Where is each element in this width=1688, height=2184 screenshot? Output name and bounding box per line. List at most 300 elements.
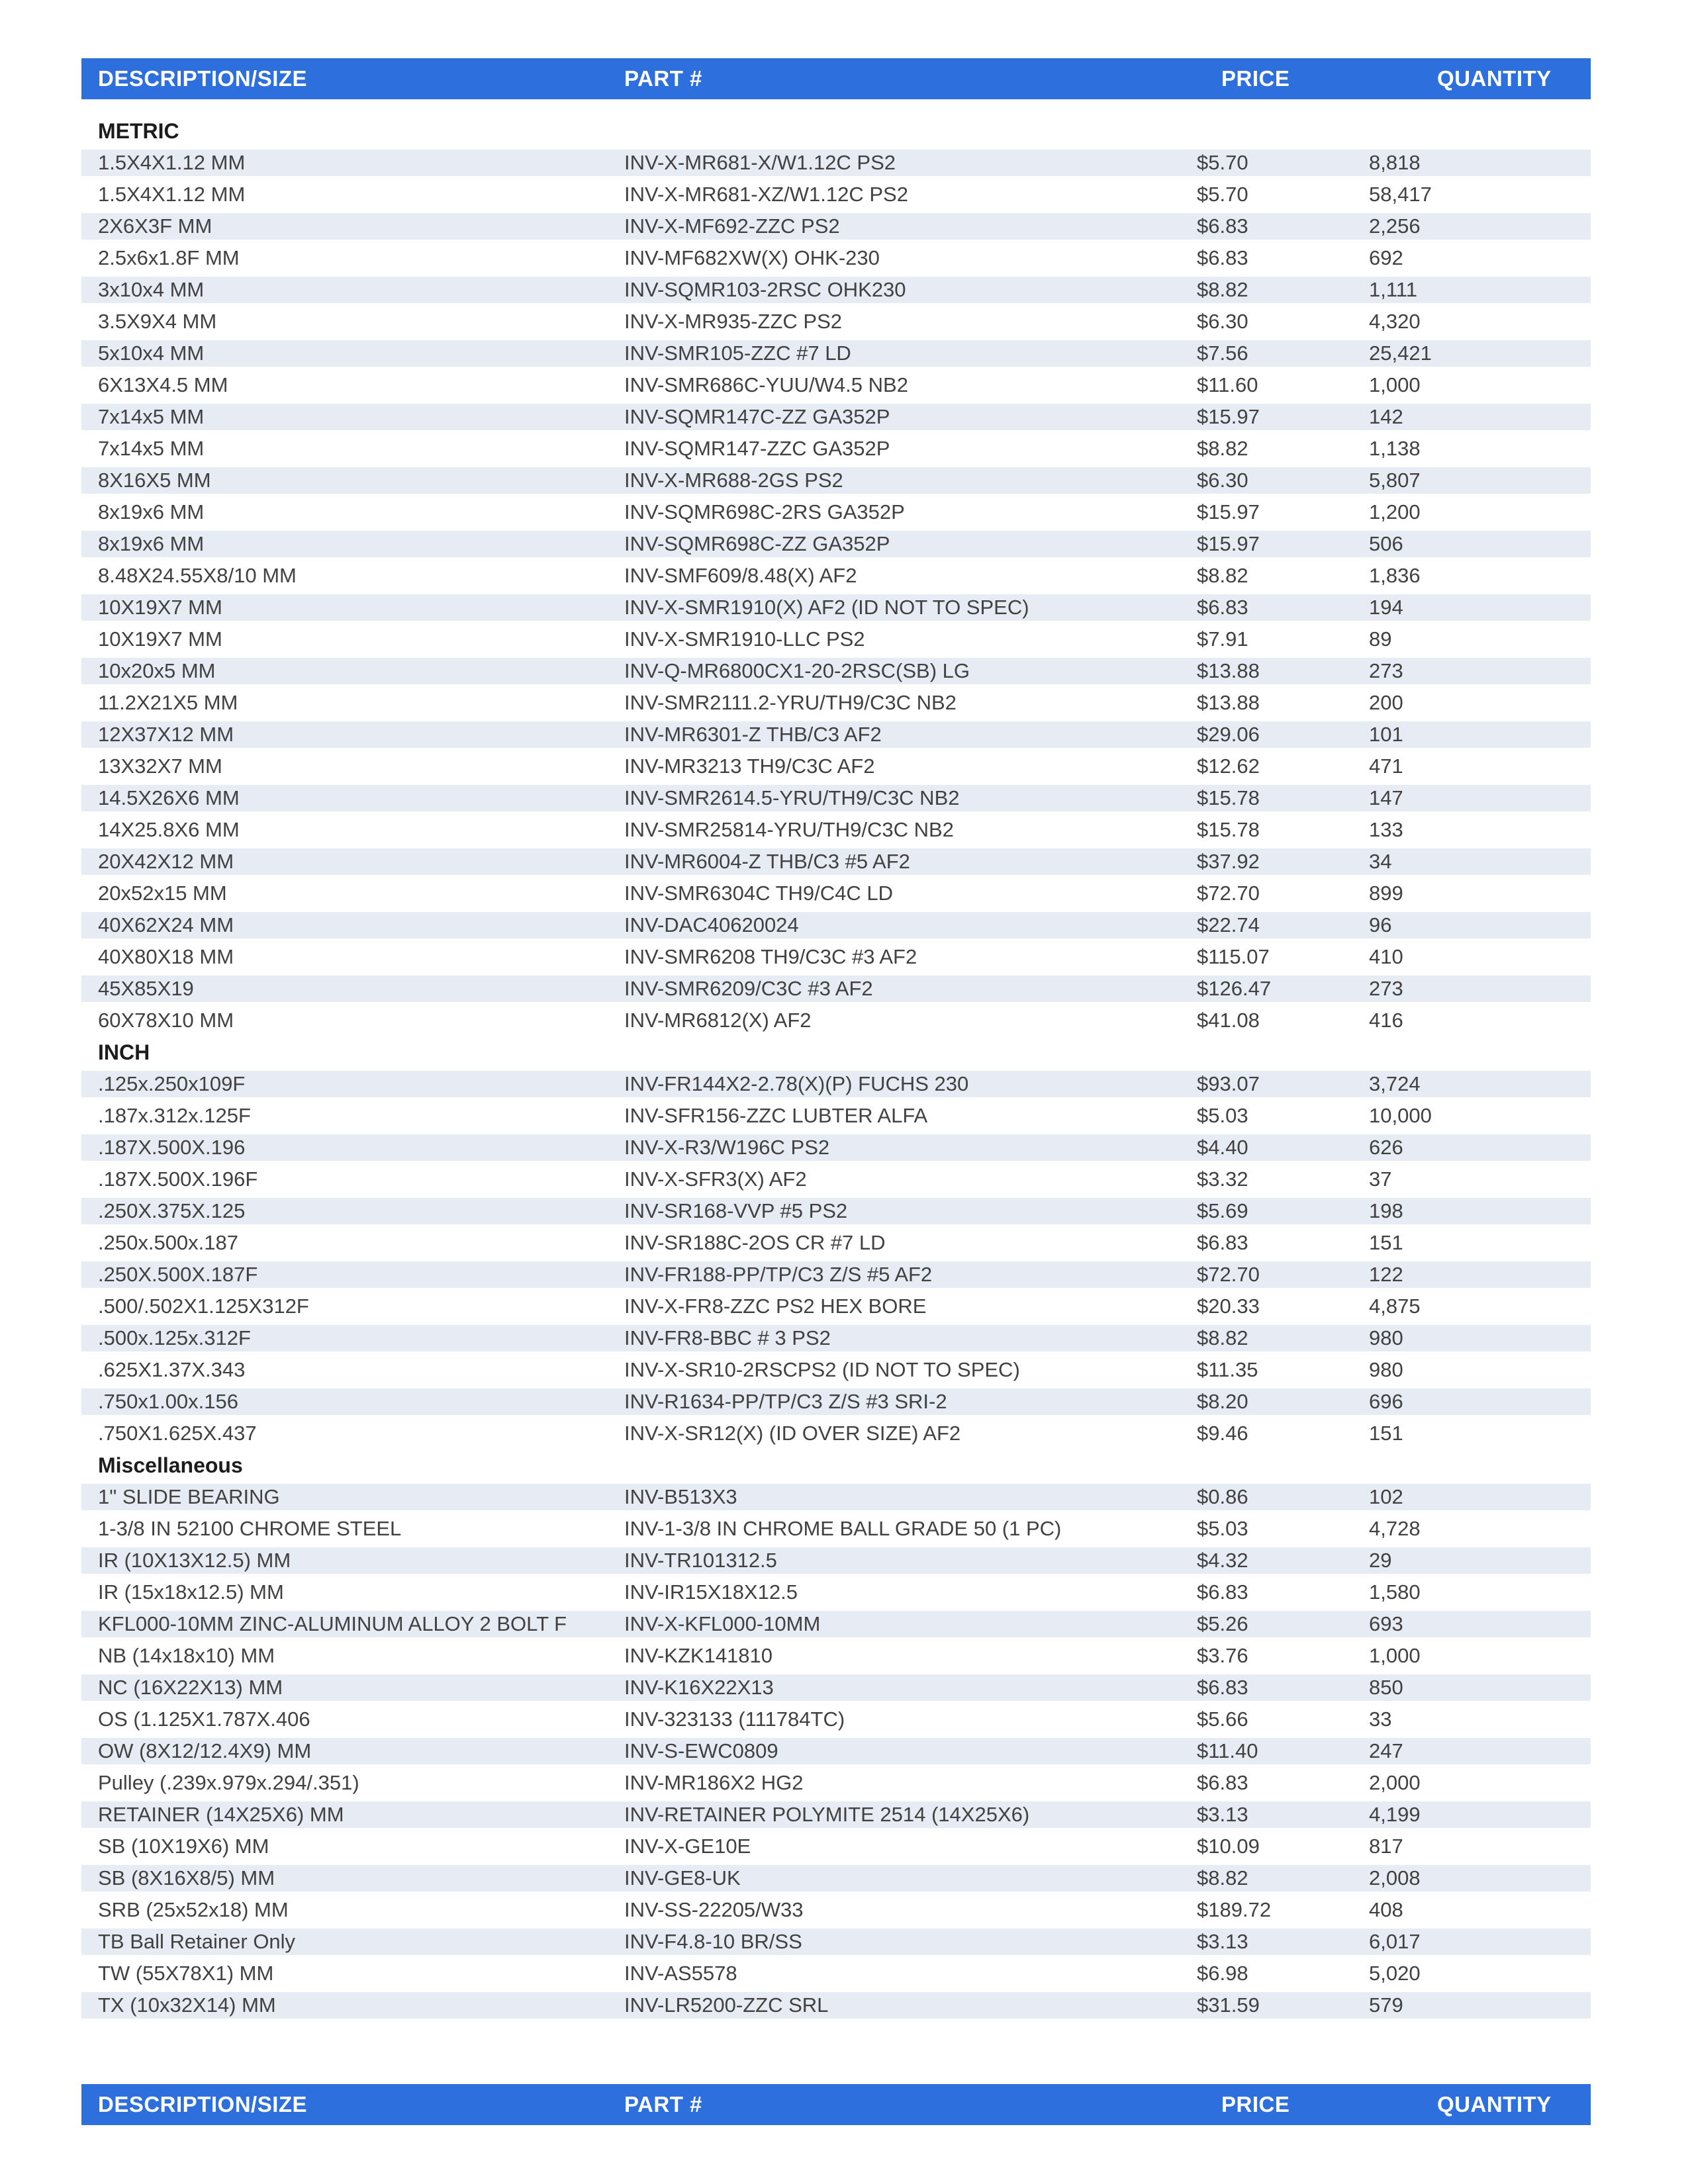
cell-part: INV-SQMR147-ZZC GA352P xyxy=(624,437,890,460)
cell-quantity: 626 xyxy=(1369,1136,1403,1159)
table-row xyxy=(81,1418,1591,1449)
cell-price: $13.88 xyxy=(1197,691,1260,714)
cell-quantity: 4,199 xyxy=(1369,1803,1421,1826)
cell-price: $4.32 xyxy=(1197,1549,1248,1572)
table-row xyxy=(81,1163,1591,1195)
cell-part: INV-SQMR698C-2RS GA352P xyxy=(624,500,905,523)
cell-price: $12.62 xyxy=(1197,754,1260,778)
cell-quantity: 696 xyxy=(1369,1390,1403,1413)
cell-price: $6.83 xyxy=(1197,1231,1248,1254)
cell-part: INV-B513X3 xyxy=(624,1485,737,1508)
cell-part: INV-1-3/8 IN CHROME BALL GRADE 50 (1 PC) xyxy=(624,1517,1062,1540)
cell-quantity: 273 xyxy=(1369,659,1403,682)
table-row xyxy=(81,1545,1591,1576)
cell-description: KFL000-10MM ZINC-ALUMINUM ALLOY 2 BOLT F xyxy=(98,1612,567,1635)
cell-quantity: 1,138 xyxy=(1369,437,1421,460)
cell-description: OW (8X12/12.4X9) MM xyxy=(98,1739,312,1762)
cell-price: $7.91 xyxy=(1197,627,1248,651)
cell-description: .187X.500X.196F xyxy=(98,1167,258,1191)
cell-quantity: 693 xyxy=(1369,1612,1403,1635)
cell-price: $22.74 xyxy=(1197,913,1260,936)
cell-price: $3.13 xyxy=(1197,1930,1248,1953)
table-row xyxy=(81,1354,1591,1386)
table-row xyxy=(81,1576,1591,1608)
cell-description: 1.5X4X1.12 MM xyxy=(98,151,246,174)
table-row xyxy=(81,1132,1591,1163)
cell-quantity: 980 xyxy=(1369,1358,1403,1381)
table-row xyxy=(81,1481,1591,1513)
cell-part: INV-F4.8-10 BR/SS xyxy=(624,1930,802,1953)
cell-description: SB (10X19X6) MM xyxy=(98,1835,269,1858)
table-row xyxy=(81,147,1591,179)
cell-part: INV-MR186X2 HG2 xyxy=(624,1771,804,1794)
cell-description: 7x14x5 MM xyxy=(98,437,205,460)
table-row xyxy=(81,1989,1591,2021)
table-row xyxy=(81,1386,1591,1418)
table-row xyxy=(81,433,1591,465)
cell-quantity: 5,807 xyxy=(1369,469,1421,492)
cell-quantity: 506 xyxy=(1369,532,1403,555)
cell-quantity: 147 xyxy=(1369,786,1403,809)
cell-price: $15.97 xyxy=(1197,532,1260,555)
cell-price: $8.82 xyxy=(1197,564,1248,587)
cell-price: $8.20 xyxy=(1197,1390,1248,1413)
cell-price: $8.82 xyxy=(1197,278,1248,301)
cell-quantity: 101 xyxy=(1369,723,1403,746)
cell-description: .250X.375X.125 xyxy=(98,1199,246,1222)
cell-part: INV-SS-22205/W33 xyxy=(624,1898,804,1921)
cell-description: 2X6X3F MM xyxy=(98,214,212,238)
cell-price: $9.46 xyxy=(1197,1422,1248,1445)
cell-description: TW (55X78X1) MM xyxy=(98,1962,274,1985)
cell-part: INV-IR15X18X12.5 xyxy=(624,1580,798,1604)
table-row xyxy=(81,878,1591,909)
cell-price: $4.40 xyxy=(1197,1136,1248,1159)
cell-quantity: 151 xyxy=(1369,1422,1403,1445)
cell-part: INV-X-MR688-2GS PS2 xyxy=(624,469,843,492)
cell-price: $6.83 xyxy=(1197,1771,1248,1794)
cell-part: INV-SMR25814-YRU/TH9/C3C NB2 xyxy=(624,818,954,841)
cell-description: 3x10x4 MM xyxy=(98,278,205,301)
table-row xyxy=(81,973,1591,1005)
cell-description: 14X25.8X6 MM xyxy=(98,818,240,841)
table-header-bar xyxy=(81,58,1591,99)
cell-quantity: 133 xyxy=(1369,818,1403,841)
cell-quantity: 273 xyxy=(1369,977,1403,1000)
cell-part: INV-X-SMR1910(X) AF2 (ID NOT TO SPEC) xyxy=(624,596,1029,619)
cell-part: INV-RETAINER POLYMITE 2514 (14X25X6) xyxy=(624,1803,1030,1826)
cell-price: $93.07 xyxy=(1197,1072,1260,1095)
column-footer-price: PRICE xyxy=(1221,2092,1290,2116)
cell-quantity: 142 xyxy=(1369,405,1403,428)
table-row xyxy=(81,242,1591,274)
cell-part: INV-MF682XW(X) OHK-230 xyxy=(624,246,880,269)
cell-description: 10X19X7 MM xyxy=(98,596,222,619)
cell-part: INV-K16X22X13 xyxy=(624,1676,774,1699)
table-row xyxy=(81,1068,1591,1100)
cell-quantity: 8,818 xyxy=(1369,151,1421,174)
cell-quantity: 4,320 xyxy=(1369,310,1421,333)
cell-price: $5.70 xyxy=(1197,183,1248,206)
column-header-price: PRICE xyxy=(1221,66,1290,91)
cell-price: $72.70 xyxy=(1197,882,1260,905)
cell-part: INV-X-MR681-X/W1.12C PS2 xyxy=(624,151,896,174)
cell-part: INV-MR3213 TH9/C3C AF2 xyxy=(624,754,875,778)
cell-description: 14.5X26X6 MM xyxy=(98,786,240,809)
table-row xyxy=(81,1100,1591,1132)
cell-quantity: 1,836 xyxy=(1369,564,1421,587)
table-row xyxy=(81,560,1591,592)
cell-price: $20.33 xyxy=(1197,1295,1260,1318)
cell-price: $0.86 xyxy=(1197,1485,1248,1508)
cell-quantity: 33 xyxy=(1369,1707,1392,1731)
cell-quantity: 3,724 xyxy=(1369,1072,1421,1095)
cell-description: 8x19x6 MM xyxy=(98,532,205,555)
cell-price: $15.97 xyxy=(1197,500,1260,523)
cell-part: INV-KZK141810 xyxy=(624,1644,773,1667)
cell-description: 3.5X9X4 MM xyxy=(98,310,217,333)
cell-part: INV-FR188-PP/TP/C3 Z/S #5 AF2 xyxy=(624,1263,933,1286)
cell-quantity: 416 xyxy=(1369,1009,1403,1032)
cell-description: 11.2X21X5 MM xyxy=(98,691,238,714)
cell-price: $41.08 xyxy=(1197,1009,1260,1032)
table-row xyxy=(81,1195,1591,1227)
cell-price: $8.82 xyxy=(1197,437,1248,460)
cell-description: .125x.250x109F xyxy=(98,1072,246,1095)
cell-part: INV-SMR6209/C3C #3 AF2 xyxy=(624,977,873,1000)
inventory-table xyxy=(81,58,1591,2125)
cell-quantity: 4,875 xyxy=(1369,1295,1421,1318)
table-row xyxy=(81,1894,1591,1926)
cell-part: INV-X-SR10-2RSCPS2 (ID NOT TO SPEC) xyxy=(624,1358,1020,1381)
cell-quantity: 96 xyxy=(1369,913,1392,936)
cell-price: $6.83 xyxy=(1197,596,1248,619)
cell-part: INV-SMR6304C TH9/C4C LD xyxy=(624,882,894,905)
cell-price: $189.72 xyxy=(1197,1898,1272,1921)
cell-quantity: 34 xyxy=(1369,850,1392,873)
cell-quantity: 102 xyxy=(1369,1485,1403,1508)
cell-part: INV-MR6812(X) AF2 xyxy=(624,1009,812,1032)
table-row xyxy=(81,941,1591,973)
table-row xyxy=(81,1799,1591,1831)
cell-quantity: 980 xyxy=(1369,1326,1403,1349)
cell-part: INV-X-SMR1910-LLC PS2 xyxy=(624,627,865,651)
cell-quantity: 579 xyxy=(1369,1993,1403,2017)
cell-description: 7x14x5 MM xyxy=(98,405,205,428)
cell-quantity: 151 xyxy=(1369,1231,1403,1254)
cell-quantity: 1,000 xyxy=(1369,373,1421,396)
cell-description: 5x10x4 MM xyxy=(98,341,205,365)
table-row xyxy=(81,401,1591,433)
table-row xyxy=(81,1322,1591,1354)
cell-price: $5.03 xyxy=(1197,1517,1248,1540)
cell-price: $3.76 xyxy=(1197,1644,1248,1667)
cell-description: 12X37X12 MM xyxy=(98,723,234,746)
table-row xyxy=(81,1672,1591,1704)
cell-price: $29.06 xyxy=(1197,723,1260,746)
cell-part: INV-X-SFR3(X) AF2 xyxy=(624,1167,807,1191)
table-row xyxy=(81,1513,1591,1545)
cell-description: 20X42X12 MM xyxy=(98,850,234,873)
table-footer-bar xyxy=(81,2084,1591,2125)
cell-part: INV-MR6301-Z THB/C3 AF2 xyxy=(624,723,882,746)
cell-price: $6.98 xyxy=(1197,1962,1248,1985)
cell-part: INV-DAC40620024 xyxy=(624,913,799,936)
cell-quantity: 29 xyxy=(1369,1549,1392,1572)
table-body xyxy=(81,115,1591,2021)
cell-description: Pulley (.239x.979x.294/.351) xyxy=(98,1771,359,1794)
cell-price: $8.82 xyxy=(1197,1866,1248,1889)
cell-description: 1-3/8 IN 52100 CHROME STEEL xyxy=(98,1517,402,1540)
cell-price: $37.92 xyxy=(1197,850,1260,873)
table-row xyxy=(81,274,1591,306)
cell-price: $11.40 xyxy=(1197,1739,1258,1762)
column-footer-part: PART # xyxy=(624,2092,702,2116)
column-header-description: DESCRIPTION/SIZE xyxy=(98,66,308,91)
cell-description: SB (8X16X8/5) MM xyxy=(98,1866,275,1889)
cell-part: INV-X-GE10E xyxy=(624,1835,751,1858)
cell-price: $6.83 xyxy=(1197,1676,1248,1699)
table-row xyxy=(81,1259,1591,1291)
cell-price: $115.07 xyxy=(1197,945,1270,968)
table-row xyxy=(81,496,1591,528)
cell-description: .187x.312x.125F xyxy=(98,1104,251,1127)
cell-quantity: 817 xyxy=(1369,1835,1403,1858)
cell-description: .500x.125x.312F xyxy=(98,1326,251,1349)
cell-part: INV-X-KFL000-10MM xyxy=(624,1612,821,1635)
cell-description: IR (15x18x12.5) MM xyxy=(98,1580,284,1604)
cell-part: INV-SQMR103-2RSC OHK230 xyxy=(624,278,906,301)
cell-description: RETAINER (14X25X6) MM xyxy=(98,1803,344,1826)
cell-quantity: 1,111 xyxy=(1369,278,1417,301)
table-row xyxy=(81,1704,1591,1735)
table-row xyxy=(81,1227,1591,1259)
cell-description: .500/.502X1.125X312F xyxy=(98,1295,309,1318)
cell-price: $15.78 xyxy=(1197,786,1260,809)
cell-part: INV-X-SR12(X) (ID OVER SIZE) AF2 xyxy=(624,1422,961,1445)
table-row xyxy=(81,782,1591,814)
cell-description: 40X80X18 MM xyxy=(98,945,234,968)
cell-quantity: 122 xyxy=(1369,1263,1403,1286)
cell-part: INV-X-R3/W196C PS2 xyxy=(624,1136,830,1159)
table-row xyxy=(81,655,1591,687)
cell-part: INV-SMR2111.2-YRU/TH9/C3C NB2 xyxy=(624,691,957,714)
cell-description: .625X1.37X.343 xyxy=(98,1358,246,1381)
cell-part: INV-FR144X2-2.78(X)(P) FUCHS 230 xyxy=(624,1072,969,1095)
cell-quantity: 471 xyxy=(1369,754,1403,778)
cell-description: IR (10X13X12.5) MM xyxy=(98,1549,291,1572)
cell-quantity: 58,417 xyxy=(1369,183,1432,206)
table-row xyxy=(81,846,1591,878)
column-header-quantity: QUANTITY xyxy=(1437,66,1552,91)
table-row xyxy=(81,306,1591,338)
cell-quantity: 37 xyxy=(1369,1167,1392,1191)
cell-price: $6.83 xyxy=(1197,246,1248,269)
cell-description: 8x19x6 MM xyxy=(98,500,205,523)
table-row xyxy=(81,751,1591,782)
cell-description: TB Ball Retainer Only xyxy=(98,1930,296,1953)
table-row xyxy=(81,909,1591,941)
cell-description: SRB (25x52x18) MM xyxy=(98,1898,289,1921)
cell-price: $5.69 xyxy=(1197,1199,1248,1222)
cell-description: 8X16X5 MM xyxy=(98,469,211,492)
cell-quantity: 1,200 xyxy=(1369,500,1421,523)
cell-price: $3.32 xyxy=(1197,1167,1248,1191)
cell-quantity: 4,728 xyxy=(1369,1517,1421,1540)
cell-part: INV-SMR105-ZZC #7 LD xyxy=(624,341,851,365)
cell-quantity: 1,000 xyxy=(1369,1644,1421,1667)
table-row xyxy=(81,1767,1591,1799)
table-row xyxy=(81,1608,1591,1640)
table-row xyxy=(81,465,1591,496)
table-row xyxy=(81,210,1591,242)
cell-part: INV-X-MR681-XZ/W1.12C PS2 xyxy=(624,183,908,206)
cell-description: 2.5x6x1.8F MM xyxy=(98,246,240,269)
column-header-part: PART # xyxy=(624,66,702,91)
cell-part: INV-SQMR147C-ZZ GA352P xyxy=(624,405,890,428)
cell-quantity: 6,017 xyxy=(1369,1930,1421,1953)
cell-price: $7.56 xyxy=(1197,341,1248,365)
cell-description: 1" SLIDE BEARING xyxy=(98,1485,280,1508)
cell-part: INV-SR188C-2OS CR #7 LD xyxy=(624,1231,886,1254)
table-row xyxy=(81,1958,1591,1989)
cell-description: 10X19X7 MM xyxy=(98,627,222,651)
table-row xyxy=(81,592,1591,623)
table-row xyxy=(81,1926,1591,1958)
cell-price: $6.30 xyxy=(1197,310,1248,333)
cell-description: 60X78X10 MM xyxy=(98,1009,234,1032)
cell-quantity: 194 xyxy=(1369,596,1403,619)
cell-price: $3.13 xyxy=(1197,1803,1248,1826)
column-footer-quantity: QUANTITY xyxy=(1437,2092,1552,2116)
cell-description: 13X32X7 MM xyxy=(98,754,222,778)
cell-quantity: 10,000 xyxy=(1369,1104,1432,1127)
table-row xyxy=(81,1862,1591,1894)
section-label: METRIC xyxy=(98,118,179,143)
cell-description: 45X85X19 xyxy=(98,977,194,1000)
cell-price: $15.97 xyxy=(1197,405,1260,428)
cell-quantity: 410 xyxy=(1369,945,1403,968)
table-row xyxy=(81,1831,1591,1862)
column-footer-description: DESCRIPTION/SIZE xyxy=(98,2092,308,2116)
cell-part: INV-SR168-VVP #5 PS2 xyxy=(624,1199,848,1222)
table-row xyxy=(81,338,1591,369)
cell-part: INV-SMR6208 TH9/C3C #3 AF2 xyxy=(624,945,917,968)
cell-price: $6.83 xyxy=(1197,214,1248,238)
cell-description: 6X13X4.5 MM xyxy=(98,373,228,396)
cell-part: INV-X-MR935-ZZC PS2 xyxy=(624,310,843,333)
section-label: Miscellaneous xyxy=(98,1453,243,1477)
table-row xyxy=(81,179,1591,210)
cell-price: $72.70 xyxy=(1197,1263,1260,1286)
cell-part: INV-MR6004-Z THB/C3 #5 AF2 xyxy=(624,850,910,873)
cell-quantity: 2,256 xyxy=(1369,214,1421,238)
cell-part: INV-SFR156-ZZC LUBTER ALFA xyxy=(624,1104,928,1127)
cell-price: $11.60 xyxy=(1197,373,1258,396)
cell-price: $8.82 xyxy=(1197,1326,1248,1349)
table-row xyxy=(81,814,1591,846)
cell-quantity: 1,580 xyxy=(1369,1580,1421,1604)
cell-price: $31.59 xyxy=(1197,1993,1260,2017)
table-row xyxy=(81,369,1591,401)
cell-part: INV-R1634-PP/TP/C3 Z/S #3 SRI-2 xyxy=(624,1390,947,1413)
cell-part: INV-SMR2614.5-YRU/TH9/C3C NB2 xyxy=(624,786,960,809)
cell-part: INV-Q-MR6800CX1-20-2RSC(SB) LG xyxy=(624,659,970,682)
cell-price: $126.47 xyxy=(1197,977,1272,1000)
cell-part: INV-FR8-BBC # 3 PS2 xyxy=(624,1326,831,1349)
table-row xyxy=(81,1735,1591,1767)
table-row xyxy=(81,528,1591,560)
cell-price: $5.70 xyxy=(1197,151,1248,174)
cell-description: .187X.500X.196 xyxy=(98,1136,246,1159)
table-row xyxy=(81,623,1591,655)
cell-description: .750X1.625X.437 xyxy=(98,1422,257,1445)
cell-description: NB (14x18x10) MM xyxy=(98,1644,275,1667)
cell-quantity: 247 xyxy=(1369,1739,1403,1762)
cell-description: 10x20x5 MM xyxy=(98,659,216,682)
cell-quantity: 2,000 xyxy=(1369,1771,1421,1794)
table-row xyxy=(81,687,1591,719)
cell-part: INV-X-FR8-ZZC PS2 HEX BORE xyxy=(624,1295,927,1318)
cell-quantity: 200 xyxy=(1369,691,1403,714)
cell-part: INV-X-MF692-ZZC PS2 xyxy=(624,214,840,238)
cell-quantity: 692 xyxy=(1369,246,1403,269)
cell-part: INV-SMR686C-YUU/W4.5 NB2 xyxy=(624,373,908,396)
cell-part: INV-S-EWC0809 xyxy=(624,1739,778,1762)
table-row xyxy=(81,1291,1591,1322)
cell-part: INV-LR5200-ZZC SRL xyxy=(624,1993,829,2017)
table-row xyxy=(81,1005,1591,1036)
cell-description: NC (16X22X13) MM xyxy=(98,1676,283,1699)
cell-part: INV-GE8-UK xyxy=(624,1866,741,1889)
cell-quantity: 25,421 xyxy=(1369,341,1432,365)
cell-quantity: 2,008 xyxy=(1369,1866,1421,1889)
cell-price: $13.88 xyxy=(1197,659,1260,682)
cell-part: INV-TR101312.5 xyxy=(624,1549,777,1572)
cell-price: $5.26 xyxy=(1197,1612,1248,1635)
cell-quantity: 850 xyxy=(1369,1676,1403,1699)
cell-quantity: 89 xyxy=(1369,627,1392,651)
cell-price: $6.30 xyxy=(1197,469,1248,492)
cell-description: 40X62X24 MM xyxy=(98,913,234,936)
cell-quantity: 899 xyxy=(1369,882,1403,905)
cell-description: .250X.500X.187F xyxy=(98,1263,258,1286)
cell-quantity: 408 xyxy=(1369,1898,1403,1921)
cell-description: TX (10x32X14) MM xyxy=(98,1993,276,2017)
section-label: INCH xyxy=(98,1040,150,1064)
table-row xyxy=(81,1640,1591,1672)
table-row xyxy=(81,719,1591,751)
cell-description: 1.5X4X1.12 MM xyxy=(98,183,246,206)
cell-price: $10.09 xyxy=(1197,1835,1260,1858)
cell-quantity: 198 xyxy=(1369,1199,1403,1222)
cell-description: 8.48X24.55X8/10 MM xyxy=(98,564,297,587)
cell-quantity: 5,020 xyxy=(1369,1962,1421,1985)
cell-description: .750x1.00x.156 xyxy=(98,1390,239,1413)
cell-price: $5.03 xyxy=(1197,1104,1248,1127)
cell-price: $15.78 xyxy=(1197,818,1260,841)
cell-description: .250x.500x.187 xyxy=(98,1231,239,1254)
cell-part: INV-323133 (111784TC) xyxy=(624,1707,845,1731)
cell-price: $5.66 xyxy=(1197,1707,1248,1731)
cell-description: OS (1.125X1.787X.406 xyxy=(98,1707,310,1731)
cell-part: INV-SQMR698C-ZZ GA352P xyxy=(624,532,890,555)
cell-part: INV-SMF609/8.48(X) AF2 xyxy=(624,564,857,587)
cell-part: INV-AS5578 xyxy=(624,1962,737,1985)
cell-price: $6.83 xyxy=(1197,1580,1248,1604)
cell-price: $11.35 xyxy=(1197,1358,1258,1381)
cell-description: 20x52x15 MM xyxy=(98,882,227,905)
